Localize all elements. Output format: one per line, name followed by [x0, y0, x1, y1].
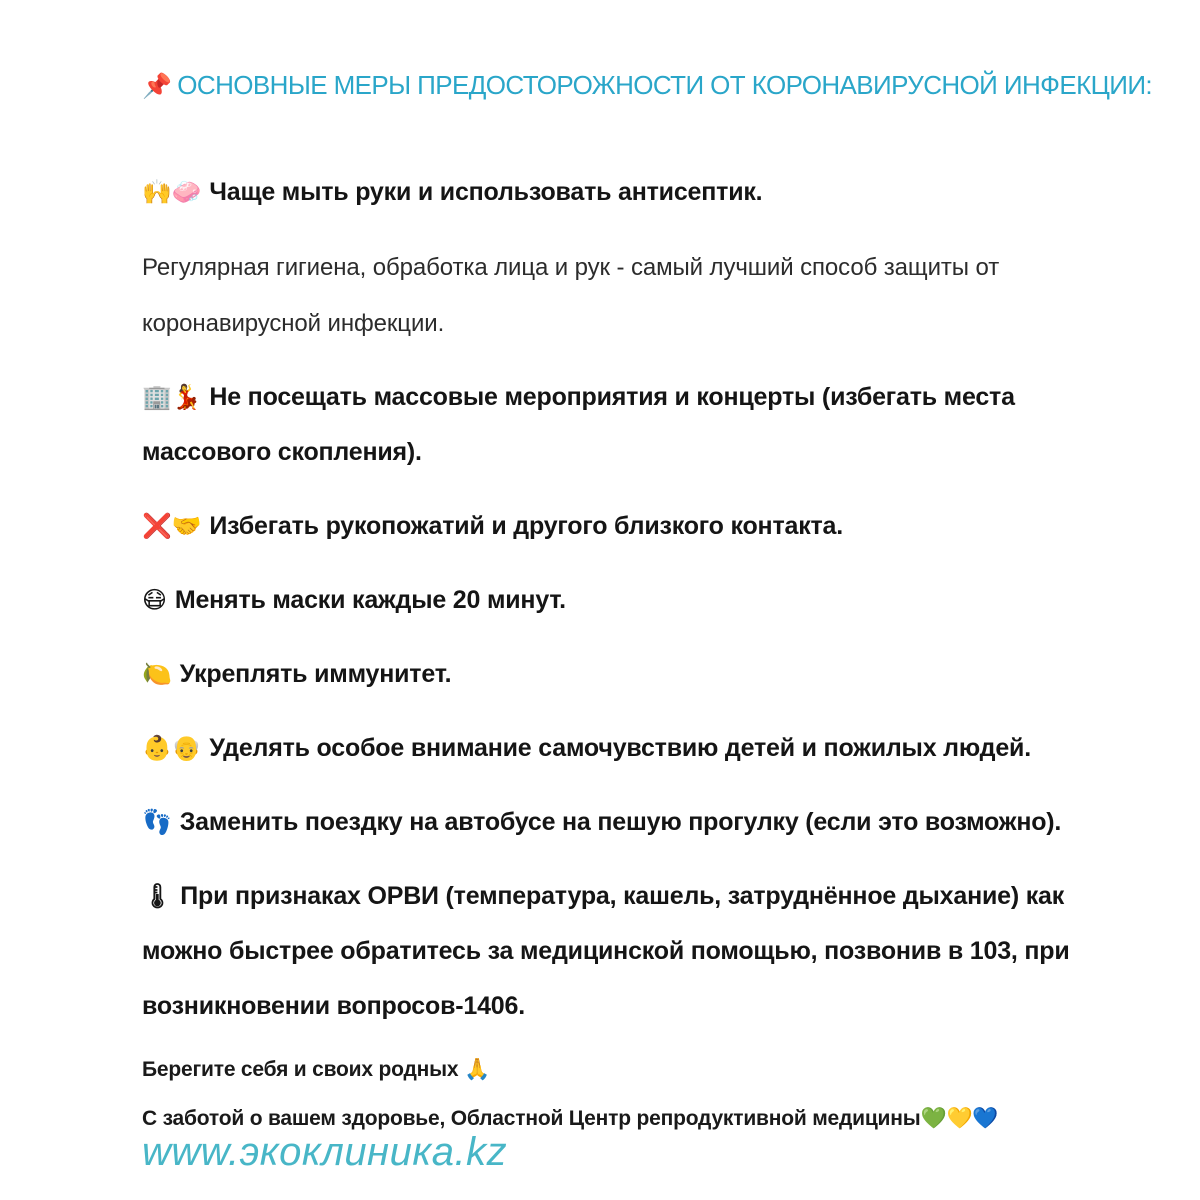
- list-item: ❌🤝 Избегать рукопожатий и другого близкого контакта.: [142, 512, 844, 540]
- praying-hands-icon: 🙏: [463, 1058, 490, 1081]
- hearts-icon: 💚💛💙: [920, 1107, 999, 1130]
- hands-soap-icon: 🙌🧼: [142, 179, 202, 206]
- list-item-continuation: можно быстрее обратитесь за медицинской помощью, позвонив в 103, при: [142, 937, 1070, 965]
- list-item: 🙌🧼 Чаще мыть руки и использовать антисептик.: [142, 178, 763, 206]
- list-item: 😷 Менять маски каждые 20 минут.: [142, 586, 566, 614]
- list-item: 🌡 При признаках ОРВИ (температура, кашель, затруднённое дыхание) как: [142, 882, 1065, 910]
- pushpin-icon: 📌: [142, 73, 172, 100]
- list-item: 🏢💃 Не посещать массовые мероприятия и концерты (избегать места: [142, 383, 1015, 411]
- list-item-continuation: возникновении вопросов-1406.: [142, 992, 525, 1020]
- list-item: 👶👴 Уделять особое внимание самочувствию детей и пожилых людей.: [142, 734, 1031, 762]
- paragraph-line: Регулярная гигиена, обработка лица и рук - самый лучший способ защиты от: [142, 254, 1000, 281]
- baby-elder-icon: 👶👴: [142, 735, 202, 762]
- cross-handshake-icon: ❌🤝: [142, 513, 202, 540]
- care-line: Берегите себя и своих родных 🙏: [142, 1058, 490, 1081]
- page-title: [142, 70, 1152, 101]
- list-item: 👣 Заменить поездку на автобусе на пешую прогулку (если это возможно).: [142, 808, 1062, 836]
- footprints-icon: 👣: [142, 809, 172, 836]
- paragraph-line: коронавирусной инфекции.: [142, 310, 445, 337]
- mask-face-icon: 😷: [142, 587, 167, 614]
- list-item: 🍋 Укреплять иммунитет.: [142, 660, 452, 688]
- title-text: ОСНОВНЫЕ МЕРЫ ПРЕДОСТОРОЖНОСТИ ОТ КОРОНАВИРУСНОЙ ИНФЕКЦИИ:: [177, 70, 1153, 100]
- lemon-icon: 🍋: [142, 661, 172, 688]
- thermometer-icon: 🌡: [142, 883, 173, 910]
- website-link[interactable]: www.экоклиника.kz: [142, 1130, 508, 1174]
- signature-line: С заботой о вашем здоровье, Областной Центр репродуктивной медицины💚💛💙: [142, 1107, 999, 1130]
- building-dancer-icon: 🏢💃: [142, 384, 202, 411]
- list-item-continuation: массового скопления).: [142, 438, 422, 466]
